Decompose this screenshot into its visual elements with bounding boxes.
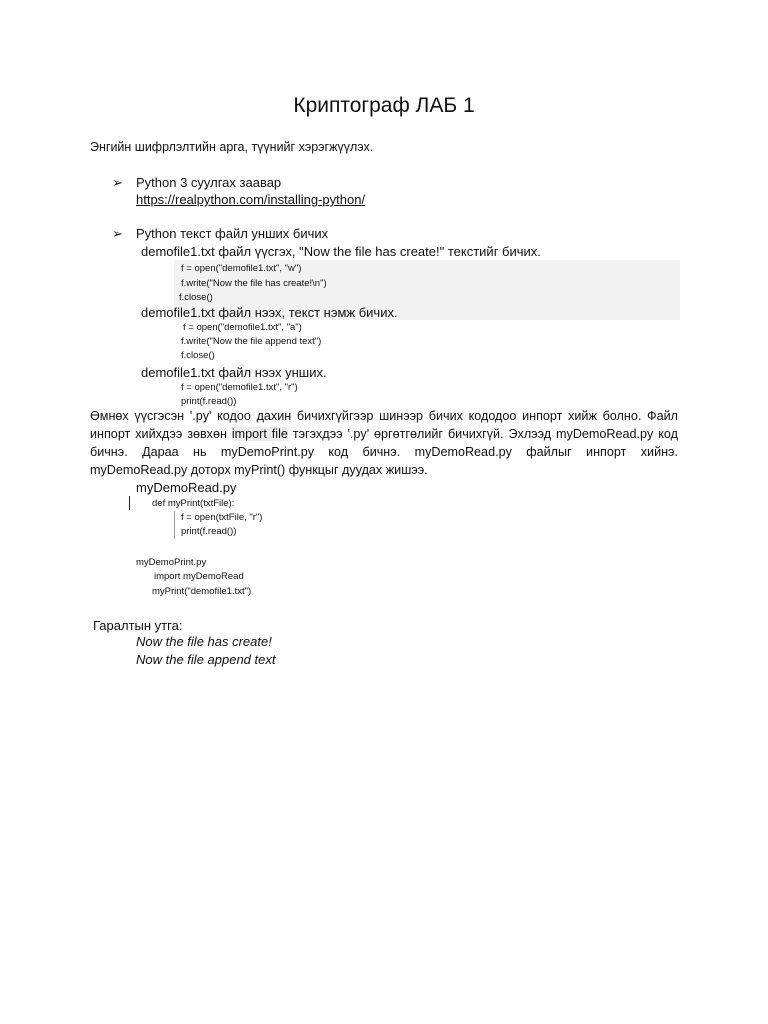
bullet-arrow-icon: ➢ [112,226,123,241]
code-line: myPrint("demofile1.txt") [152,586,252,597]
step3-text: demofile1.txt файл нээх унших. [141,365,327,380]
code-line: f.write("Now the file has create!\n") [181,278,327,289]
code-line: f = open(txtFile, "r") [181,512,263,523]
code-line: f.close() [179,292,213,303]
page-subtitle: Энгийн шифрлэлтийн арга, түүнийг хэрэгжүүлэх. [90,140,374,154]
code-line: print(f.read()) [181,396,237,407]
section2-heading: Python текст файл унших бичих [136,226,329,241]
body-paragraph [90,407,678,479]
paragraph-text: Өмнөх үүсгэсэн '.py' кодоо дахин бичихгүйгээр шинээр бичих кододоо инпорт хийж болно. Файл инпорт хийхдээ зөвхөн [90,409,678,441]
bullet-arrow-icon: ➢ [112,175,123,190]
output-line: Now the file has create! [136,634,272,649]
indent-guide [174,511,175,539]
install-python-link[interactable]: https://realpython.com/installing-python/ [136,192,366,207]
output-label: Гаралтын утга: [93,618,183,633]
page-title: Криптограф ЛАБ 1 [293,94,475,117]
highlighted-text: import file [231,427,288,441]
code-line: f = open("demofile1.txt", "w") [181,263,302,274]
file-name-label: myDemoRead.py [136,480,237,495]
code-line: def myPrint(txtFile): [152,498,235,509]
paragraph-text: тэгэхдээ '.py' өргөтгөлийг бичихгүй. Эхлээд myDemoRead.py код бичнэ. Дараа нь myDemoPrint.py код бичнэ. myDemoRead.py файлыг инпорт хийнэ. myDemoRead.py доторх myPrint() функцыг дуудах жишээ. [90,427,678,477]
code-line: print(f.read()) [181,526,237,537]
code-line: import myDemoRead [154,571,244,582]
step1-text: demofile1.txt файл үүсгэх, "Now the file has create!" текстийг бичих. [141,244,541,259]
file-name-label: myDemoPrint.py [136,557,207,568]
text-cursor [129,496,130,510]
code-line: f = open("demofile1.txt", "a") [183,322,302,333]
code-line: f = open("demofile1.txt", "r") [181,382,298,393]
code-line: f.write("Now the file append text") [181,336,322,347]
code-line: f.close() [181,350,215,361]
step2-text: demofile1.txt файл нээх, текст нэмж бичих. [141,305,398,320]
output-line: Now the file append text [136,652,276,667]
section1-heading: Python 3 суулгах заавар [136,175,282,190]
